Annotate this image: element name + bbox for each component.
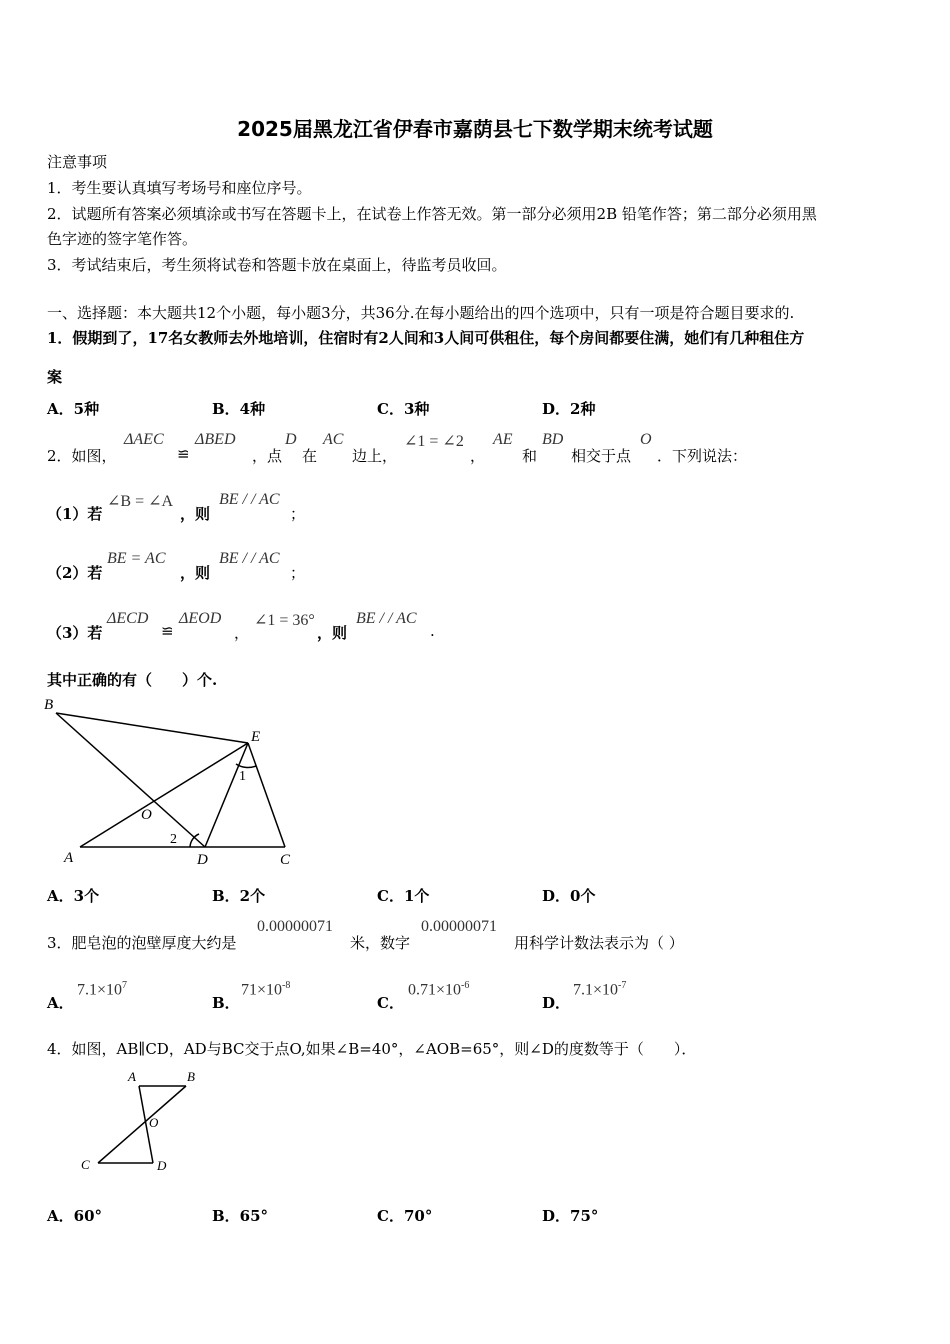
q2-s3-then: ，则 (317, 624, 348, 642)
q2-point-o: O (640, 431, 652, 448)
q2-s3-congruent: ≌ (161, 622, 174, 640)
q2-point-d: D (285, 431, 297, 448)
q2-text-end: ．下列说法： (657, 447, 748, 465)
q2-angle-equal: ∠1 = ∠2 (404, 433, 464, 450)
q2-s3-result: BE / / AC (356, 610, 417, 627)
q4-text: 4．如图，AB∥CD，AD与BC交于点O,如果∠B=40°，∠AOB=65°，则∠D的度数等于（ ）． (47, 1040, 697, 1058)
label-d: D (157, 1158, 167, 1173)
q2-comma: ， (470, 447, 486, 465)
q2-option-c: C．1个 (377, 887, 430, 905)
q2-s3-end: . (430, 622, 435, 640)
q2-segment-ac: AC (323, 431, 344, 448)
q2-option-b: B．2个 (212, 887, 266, 905)
q1-option-a: A．5种 (47, 400, 100, 418)
q2-s1-result: BE / / AC (219, 491, 280, 508)
notice-item-2-cont: 色字迹的签字笔作答。 (47, 230, 198, 248)
q1-text: 1．假期到了，17名女教师去外地培训，住宿时有2人间和3人间可供租住，每个房间都要住满，她们有几种租住方 (47, 329, 805, 347)
q2-triangle-bed: ΔBED (195, 431, 236, 448)
segment-ec (248, 743, 285, 847)
q3-number-1: 0.00000071 (257, 918, 333, 935)
label-a: A (64, 850, 74, 866)
q4-option-d: D．75° (542, 1207, 599, 1225)
label-a: A (128, 1069, 136, 1084)
q2-text-bian: 边上， (352, 447, 398, 465)
q2-segment-ae: AE (493, 431, 513, 448)
notice-item-3: 3．考试结束后，考生须将试卷和答题卡放在桌面上，待监考员收回。 (47, 256, 507, 274)
q2-segment-bd: BD (542, 431, 564, 448)
segment-ae (80, 743, 248, 847)
q3-text-2: 米，数字 (350, 934, 411, 952)
label-e: E (251, 729, 261, 745)
q2-s2-condition: BE = AC (107, 550, 166, 567)
q2-text-zai: 在 (302, 447, 318, 465)
q1-option-b: B．4种 (212, 400, 266, 418)
label-o: O (149, 1115, 159, 1130)
segment-bc (98, 1086, 186, 1163)
q2-question: 其中正确的有（ ）个. (47, 671, 218, 689)
q1-text-cont: 案 (47, 368, 63, 386)
q3-option-c-value: $0.71\times 10^{-6}$ (408, 980, 470, 999)
q2-s1-then: ，则 (180, 505, 211, 523)
q2-s2-end: ； (290, 564, 306, 582)
q4-option-b: B．65° (212, 1207, 269, 1225)
q4-option-c: C．70° (377, 1207, 433, 1225)
notice-heading: 注意事项 (47, 153, 108, 171)
q3-option-a-value: $7.1\times 10^7$ (77, 980, 128, 999)
q2-number: 2．如图， (47, 447, 117, 465)
q2-s1-label: （1）若 (47, 505, 103, 523)
q2-s1-end: ； (290, 505, 306, 523)
q2-s3-label: （3）若 (47, 624, 103, 642)
q3-option-d-label: D． (542, 994, 571, 1012)
q2-s2-label: （2）若 (47, 564, 103, 582)
label-d: D (197, 852, 208, 868)
segment-de (205, 743, 248, 847)
label-c: C (81, 1157, 90, 1172)
label-c: C (280, 852, 291, 868)
q4-figure (75, 1066, 195, 1178)
q2-text-dian: ，点 (252, 447, 283, 465)
q2-s3-angle: ∠1 = 36° (254, 612, 315, 629)
q2-s3-sep: ， (234, 624, 250, 642)
q3-option-d-value: $7.1\times 10^{-7}$ (573, 980, 627, 999)
label-angle-2: 2 (170, 832, 177, 847)
q2-s2-then: ，则 (180, 564, 211, 582)
q1-option-d: D．2种 (542, 400, 596, 418)
q2-s2-result: BE / / AC (219, 550, 280, 567)
label-b: B (44, 697, 54, 713)
page-title: 2025届黑龙江省伊春市嘉荫县七下数学期末统考试题 (237, 117, 713, 141)
section-heading: 一、选择题：本大题共12个小题，每小题3分，共36分.在每小题给出的四个选项中，只有一项是符合题目要求的. (47, 304, 795, 322)
q3-option-c-label: C． (377, 994, 404, 1012)
q4-option-a: A．60° (47, 1207, 103, 1225)
label-angle-1: 1 (239, 769, 246, 784)
q2-s3-triangle-ecd: ΔECD (107, 610, 149, 627)
q2-s3-triangle-eod: ΔEOD (179, 610, 222, 627)
notice-item-2: 2．试题所有答案必须填涂或书写在答题卡上，在试卷上作答无效。第一部分必须用2B 铅笔作答；第二部分必须用黑 (47, 205, 817, 223)
q3-option-a-label: A． (47, 994, 74, 1012)
q2-text-xiangjiao: 相交于点 (571, 447, 632, 465)
q2-s1-condition: ∠B = ∠A (107, 493, 174, 510)
q3-text-3: 用科学计数法表示为（ ） (514, 934, 684, 952)
label-b: B (187, 1069, 195, 1084)
q3-option-b-label: B． (212, 994, 240, 1012)
q2-triangle-aec: ΔAEC (124, 431, 164, 448)
q3-text-1: 3．肥皂泡的泡壁厚度大约是 (47, 934, 237, 952)
q2-congruent: ≌ (177, 445, 190, 463)
q2-option-a: A．3个 (47, 887, 100, 905)
q2-option-d: D．0个 (542, 887, 596, 905)
q3-option-b-value: $71\times 10^{-8}$ (241, 980, 291, 999)
q1-option-c: C．3种 (377, 400, 430, 418)
notice-item-1: 1．考生要认真填写考场号和座位序号。 (47, 179, 312, 197)
q3-number-2: 0.00000071 (421, 918, 497, 935)
label-o: O (141, 807, 152, 823)
q2-text-he: 和 (522, 447, 538, 465)
q2-figure (40, 692, 300, 874)
